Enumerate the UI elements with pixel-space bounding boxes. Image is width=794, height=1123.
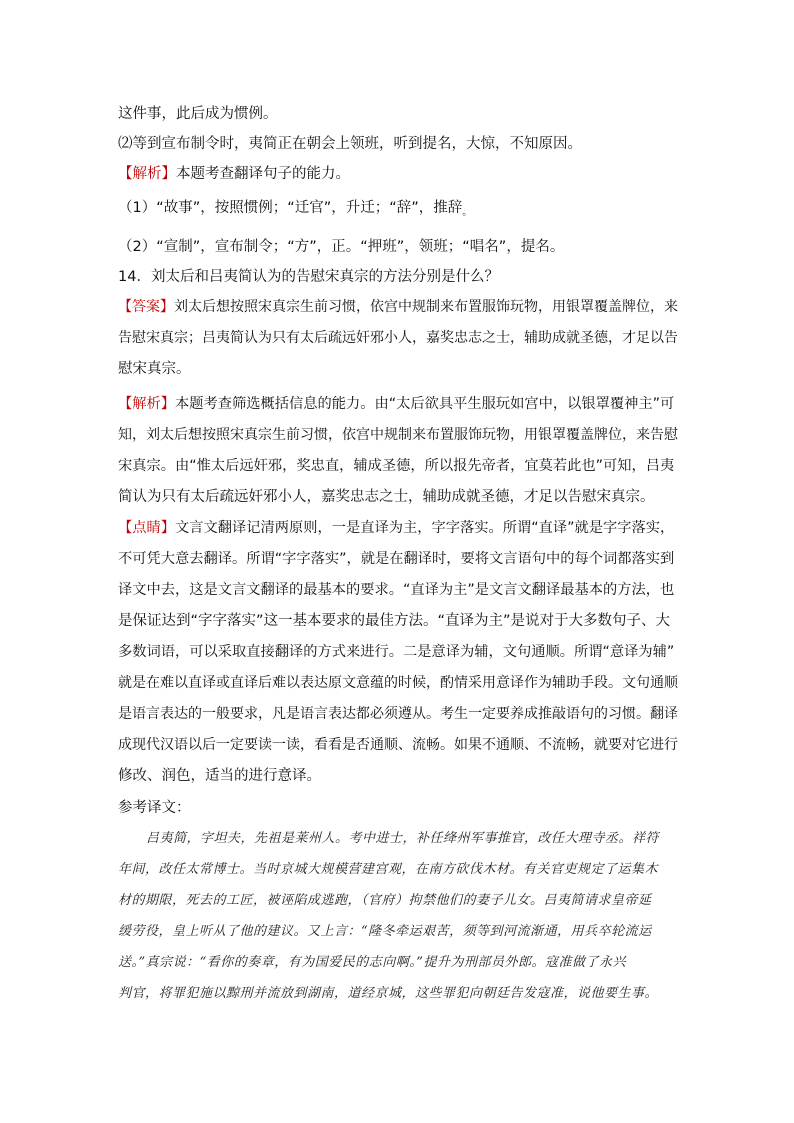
text-line: ⑵等到宣布制令时，夷简正在朝会上领班，听到提名，大惊，不知原因。 — [118, 136, 582, 152]
section-heading: 参考译文： — [118, 800, 191, 816]
text-line — [118, 198, 678, 223]
translation-line: 缓劳役，皇上听从了他的建议。又上言：“隆冬牵运艰苦，须等到河流渐通，用兵卒轮流运 — [118, 924, 652, 939]
text-line — [118, 164, 678, 184]
text-content: 刘太后想按照宋真宗生前习惯，依宫中规制来布置服饰玩物，用银罩覆盖牌位，来 — [174, 299, 678, 315]
analysis-tag: 【解析】 — [118, 166, 176, 182]
text-line: 这件事，此后成为惯例。 — [118, 106, 278, 122]
text-line — [118, 297, 678, 317]
translation-line: 年间，改任太常博士。当时京城大规模营建宫观，在南方砍伐木材。有关官吏规定了运集木 — [118, 862, 659, 877]
text-line: 多数词语，可以采取直接翻译的方式来进行。二是意译为辅，文句通顺。所谓“意译为辅” — [118, 644, 675, 660]
text-line — [118, 394, 678, 414]
text-line: 成现代汉语以后一定要读一读，看看是否通顺、流畅。如果不通顺、不流畅，就要对它进行 — [118, 737, 678, 753]
text-line: 修改、润色，适当的进行意译。 — [118, 768, 321, 784]
text-content: （1）“故事”，按照惯例；“迁官”，升迁；“辞”，推辞 — [118, 200, 463, 216]
text-line: 宋真宗。由“惟太后远奸邪，奖忠直，辅成圣德，所以报先帝者，宜莫若此也”可知，吕夷 — [118, 458, 675, 474]
translation-line: 材的期限，死去的工匠，被诬陷成逃跑，（官府）拘禁他们的妻子儿女。吕夷简请求皇帝延 — [118, 893, 652, 908]
text-line: 告慰宋真宗；吕夷简认为只有太后疏远奸邪小人，嘉奖忠志之士，辅助成就圣德，才足以告 — [118, 330, 678, 346]
text-line: 译文中去，这是文言文翻译的最基本的要求。“直译为主”是文言文翻译最基本的方法，也 — [118, 582, 675, 598]
text-content: 本题考查筛选概括信息的能力。由“太后欲具平生服玩如宫中，以银罩覆神主”可 — [175, 396, 675, 412]
note-tag: 【点睛】 — [118, 520, 176, 536]
text-line: 就是在难以直译或直译后难以表达原文意蕴的时候，酌情采用意译作为辅助手段。文句通顺 — [118, 675, 678, 691]
text-line: 是保证达到“字字落实”这一基本要求的最佳方法。“直译为主”是说对于大多数句子、大 — [118, 613, 671, 629]
text-content: 文言文翻译记清两原则，一是直译为主，字字落实。所谓“直译”就是字字落实， — [175, 520, 675, 536]
answer-tag: 【答案】 — [118, 299, 174, 315]
text-content: 本题考查翻译句子的能力。 — [176, 166, 350, 182]
text-line — [118, 518, 678, 538]
punctuation-mark: 。 — [462, 207, 473, 218]
text-line: 知，刘太后想按照宋真宗生前习惯，依宫中规制来布置服饰玩物，用银罩覆盖牌位，来告慰 — [118, 427, 678, 443]
text-line: 慰宋真宗。 — [118, 361, 191, 377]
analysis-tag: 【解析】 — [118, 396, 176, 412]
translation-line: 判官，将罪犯施以黥刑并流放到湖南，道经京城，这些罪犯向朝廷告发寇准，说他要生事。 — [118, 986, 659, 1001]
question-title: 14．刘太后和吕夷简认为的告慰宋真宗的方法分别是什么？ — [118, 269, 499, 285]
text-line: 是语言表达的一般要求，凡是语言表达都必须遵从。考生一定要养成推敲语句的习惯。翻译 — [118, 706, 678, 722]
translation-line: 吕夷简，字坦夫，先祖是莱州人。考中进士，补任绛州军事推官，改任大理寺丞。祥符 — [146, 831, 660, 846]
text-line: （2）“宣制”，宣布制令；“方”，正。“押班”，领班；“唱名”，提名。 — [118, 239, 565, 255]
text-line: 不可凭大意去翻译。所谓“字字落实”，就是在翻译时，要将文言语句中的每个词都落实到 — [118, 551, 675, 567]
translation-line: 送。”真宗说：“看你的奏章，有为国爱民的志向啊。”提升为刑部员外郎。寇准做了永兴 — [118, 955, 626, 970]
text-line: 简认为只有太后疏远奸邪小人，嘉奖忠志之士，辅助成就圣德，才足以告慰宋真宗。 — [118, 489, 655, 505]
